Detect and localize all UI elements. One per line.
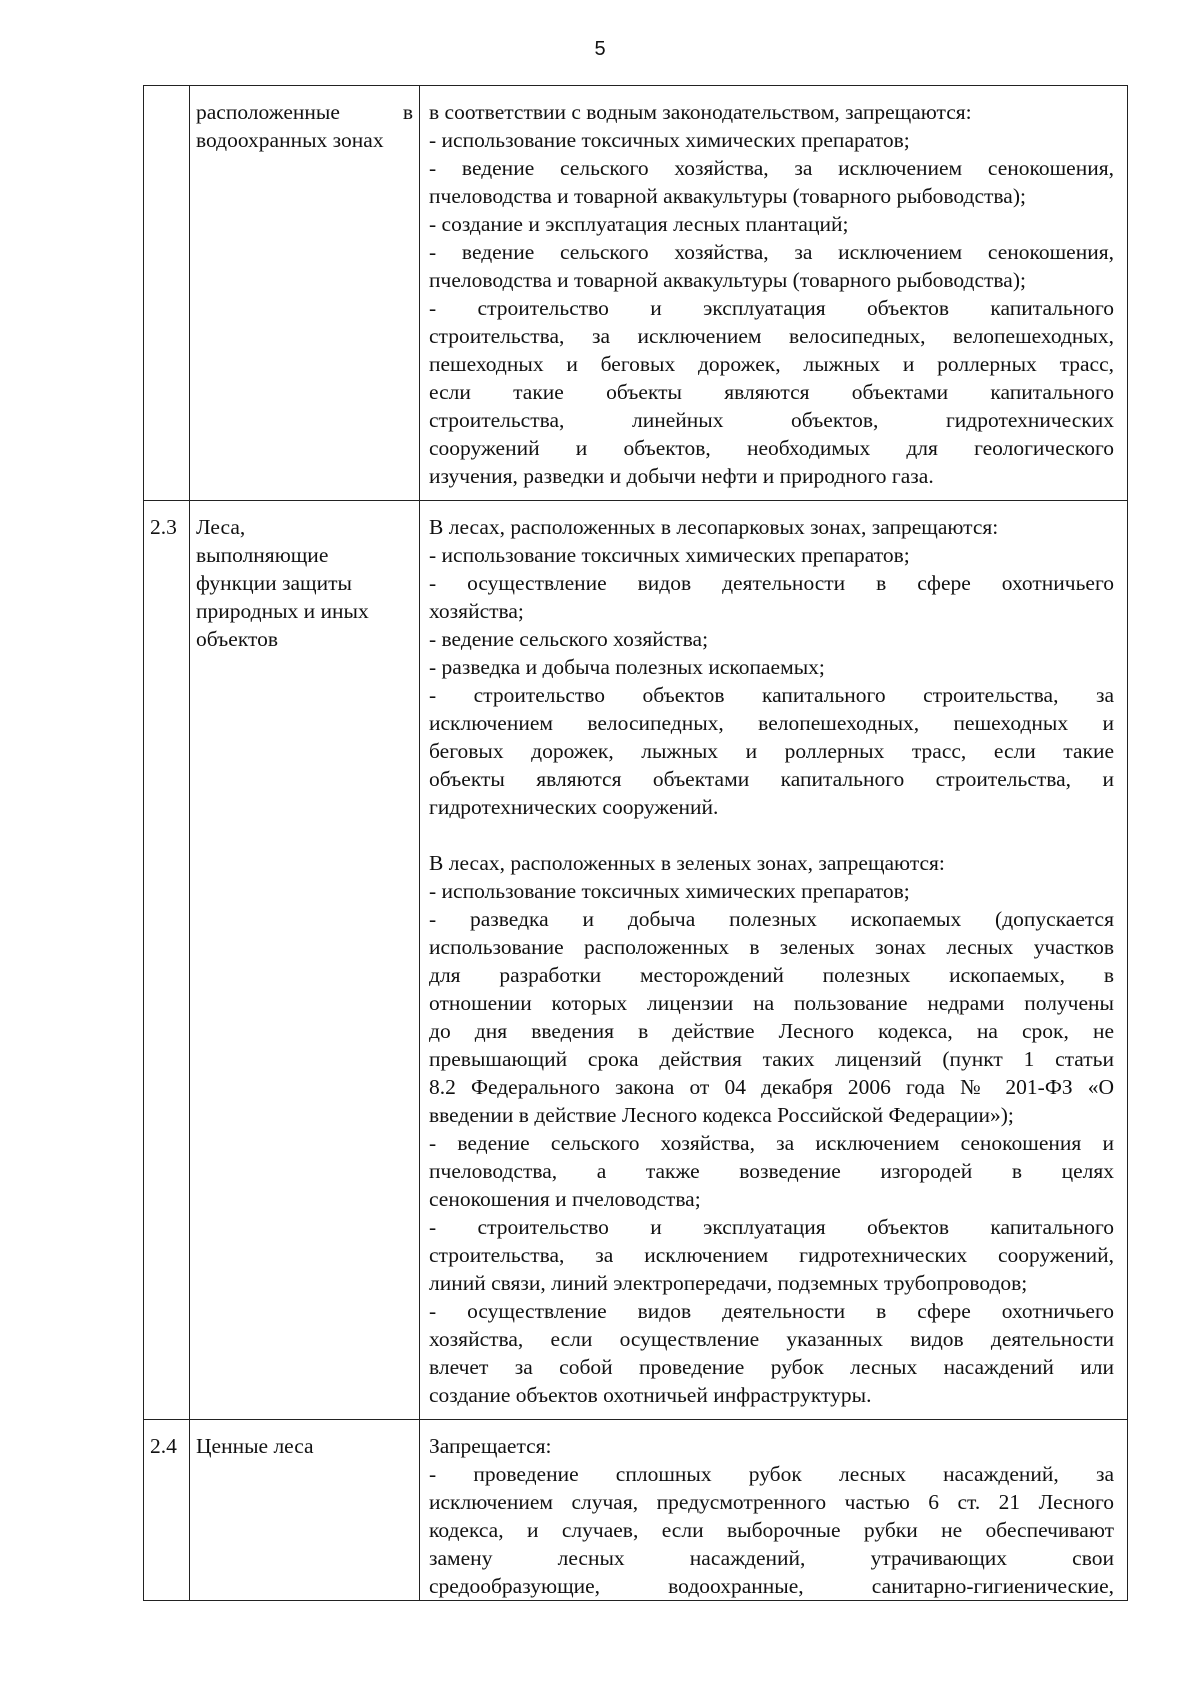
restriction-line: замену лесных насаждений, утрачивающих свои bbox=[429, 1546, 1114, 1570]
restriction-line: - строительство объектов капитального строительства, за bbox=[429, 683, 1114, 707]
paragraph-gap bbox=[429, 821, 1114, 849]
forest-category-cell bbox=[190, 86, 420, 501]
restriction-line: сенокошения и пчеловодства; bbox=[429, 1187, 701, 1211]
restriction-line: - строительство и эксплуатация объектов капитального bbox=[429, 296, 1114, 320]
restriction-line: - ведение сельского хозяйства, за исключением сенокошения и bbox=[429, 1131, 1114, 1155]
restriction-line: для разработки месторождений полезных ископаемых, в bbox=[429, 963, 1114, 987]
restriction-line: - осуществление видов деятельности в сфере охотничьего bbox=[429, 571, 1114, 595]
restriction-line: гидротехнических сооружений. bbox=[429, 795, 719, 819]
restriction-line: пчеловодства и товарной аквакультуры (товарного рыбоводства); bbox=[429, 184, 1026, 208]
restriction-line: В лесах, расположенных в зеленых зонах, запрещаются: bbox=[429, 851, 945, 875]
forest-category-word: расположенные bbox=[196, 100, 340, 124]
forest-category-line: Леса, bbox=[196, 515, 246, 539]
forest-category-line: выполняющие bbox=[196, 543, 329, 567]
row-number bbox=[144, 86, 190, 501]
restriction-line: - создание и эксплуатация лесных плантаций; bbox=[429, 212, 849, 236]
restriction-line: превышающий срока действия таких лицензий (пункт 1 статьи bbox=[429, 1047, 1114, 1071]
restriction-line: хозяйства; bbox=[429, 599, 524, 623]
forest-category-line: водоохранных зонах bbox=[196, 128, 384, 152]
restriction-line: введении в действие Лесного кодекса Российской Федерации»); bbox=[429, 1103, 1014, 1127]
restrictions-cell bbox=[420, 501, 1128, 1420]
row-number: 2.4 bbox=[144, 1420, 190, 1601]
forest-category-line: объектов bbox=[196, 627, 278, 651]
forest-category-cell bbox=[190, 1420, 420, 1601]
forest-category-line bbox=[196, 98, 413, 126]
table-row bbox=[144, 501, 1128, 1420]
forest-category-line: природных и иных bbox=[196, 599, 369, 623]
regulations-table bbox=[143, 85, 1128, 1601]
restriction-line: - проведение сплошных рубок лесных насаждений, за bbox=[429, 1462, 1114, 1486]
restriction-line: кодекса, и случаев, если выборочные рубки не обеспечивают bbox=[429, 1518, 1114, 1542]
restriction-line: - использование токсичных химических препаратов; bbox=[429, 543, 910, 567]
restriction-line: - ведение сельского хозяйства, за исключением сенокошения, bbox=[429, 240, 1114, 264]
restriction-line: отношении которых лицензии на пользование недрами получены bbox=[429, 991, 1114, 1015]
restriction-line: исключением велосипедных, велопешеходных, пешеходных и bbox=[429, 711, 1114, 735]
forest-category-word: в bbox=[402, 100, 413, 124]
restriction-line: - ведение сельского хозяйства, за исключением сенокошения, bbox=[429, 156, 1114, 180]
restriction-line: 8.2 Федерального закона от 04 декабря 2006 года № 201-ФЗ «О bbox=[429, 1075, 1114, 1099]
restriction-line: - разведка и добыча полезных ископаемых (допускается bbox=[429, 907, 1114, 931]
restriction-line: линий связи, линий электропередачи, подземных трубопроводов; bbox=[429, 1271, 1028, 1295]
restriction-line: использование расположенных в зеленых зонах лесных участков bbox=[429, 935, 1114, 959]
table-row bbox=[144, 86, 1128, 501]
restriction-line: пешеходных и беговых дорожек, лыжных и роллерных трасс, bbox=[429, 352, 1114, 376]
restriction-line: - ведение сельского хозяйства; bbox=[429, 627, 709, 651]
restriction-line: - разведка и добыча полезных ископаемых; bbox=[429, 655, 825, 679]
restriction-line: создание объектов охотничьей инфраструктуры. bbox=[429, 1383, 872, 1407]
restriction-line: - использование токсичных химических препаратов; bbox=[429, 128, 910, 152]
restriction-line: влечет за собой проведение рубок лесных насаждений или bbox=[429, 1355, 1114, 1379]
restriction-line: изучения, разведки и добычи нефти и природного газа. bbox=[429, 464, 934, 488]
forest-category-line: Ценные леса bbox=[196, 1434, 314, 1458]
restriction-line: строительства, линейных объектов, гидротехнических bbox=[429, 408, 1114, 432]
restriction-line: хозяйства, если осуществление указанных видов деятельности bbox=[429, 1327, 1114, 1351]
restriction-line: пчеловодства и товарной аквакультуры (товарного рыбоводства); bbox=[429, 268, 1026, 292]
restriction-line: если такие объекты являются объектами капитального bbox=[429, 380, 1114, 404]
restriction-line: объекты являются объектами капитального строительства, и bbox=[429, 767, 1114, 791]
forest-category-line: функции защиты bbox=[196, 571, 352, 595]
restriction-line: беговых дорожек, лыжных и роллерных трасс, если такие bbox=[429, 739, 1114, 763]
page-number: 5 bbox=[594, 38, 606, 60]
restriction-line: - осуществление видов деятельности в сфере охотничьего bbox=[429, 1299, 1114, 1323]
table-row bbox=[144, 1420, 1128, 1601]
restriction-line: строительства, за исключением велосипедных, велопешеходных, bbox=[429, 324, 1114, 348]
forest-category-cell bbox=[190, 501, 420, 1420]
restriction-line: Запрещается: bbox=[429, 1434, 552, 1458]
restrictions-cell bbox=[420, 1420, 1128, 1601]
restrictions-cell bbox=[420, 86, 1128, 501]
restriction-line: сооружений и объектов, необходимых для геологического bbox=[429, 436, 1114, 460]
restriction-line: до дня введения в действие Лесного кодекса, на срок, не bbox=[429, 1019, 1114, 1043]
restriction-line: исключением случая, предусмотренного частью 6 ст. 21 Лесного bbox=[429, 1490, 1114, 1514]
restriction-line: В лесах, расположенных в лесопарковых зонах, запрещаются: bbox=[429, 515, 999, 539]
row-number: 2.3 bbox=[144, 501, 190, 1420]
restriction-line: - использование токсичных химических препаратов; bbox=[429, 879, 910, 903]
restriction-line: пчеловодства, а также возведение изгородей в целях bbox=[429, 1159, 1114, 1183]
restriction-line: строительства, за исключением гидротехнических сооружений, bbox=[429, 1243, 1114, 1267]
restriction-line: - строительство и эксплуатация объектов капитального bbox=[429, 1215, 1114, 1239]
restriction-line: средообразующие, водоохранные, санитарно-гигиенические, bbox=[429, 1574, 1114, 1598]
restriction-line: в соответствии с водным законодательством, запрещаются: bbox=[429, 100, 972, 124]
